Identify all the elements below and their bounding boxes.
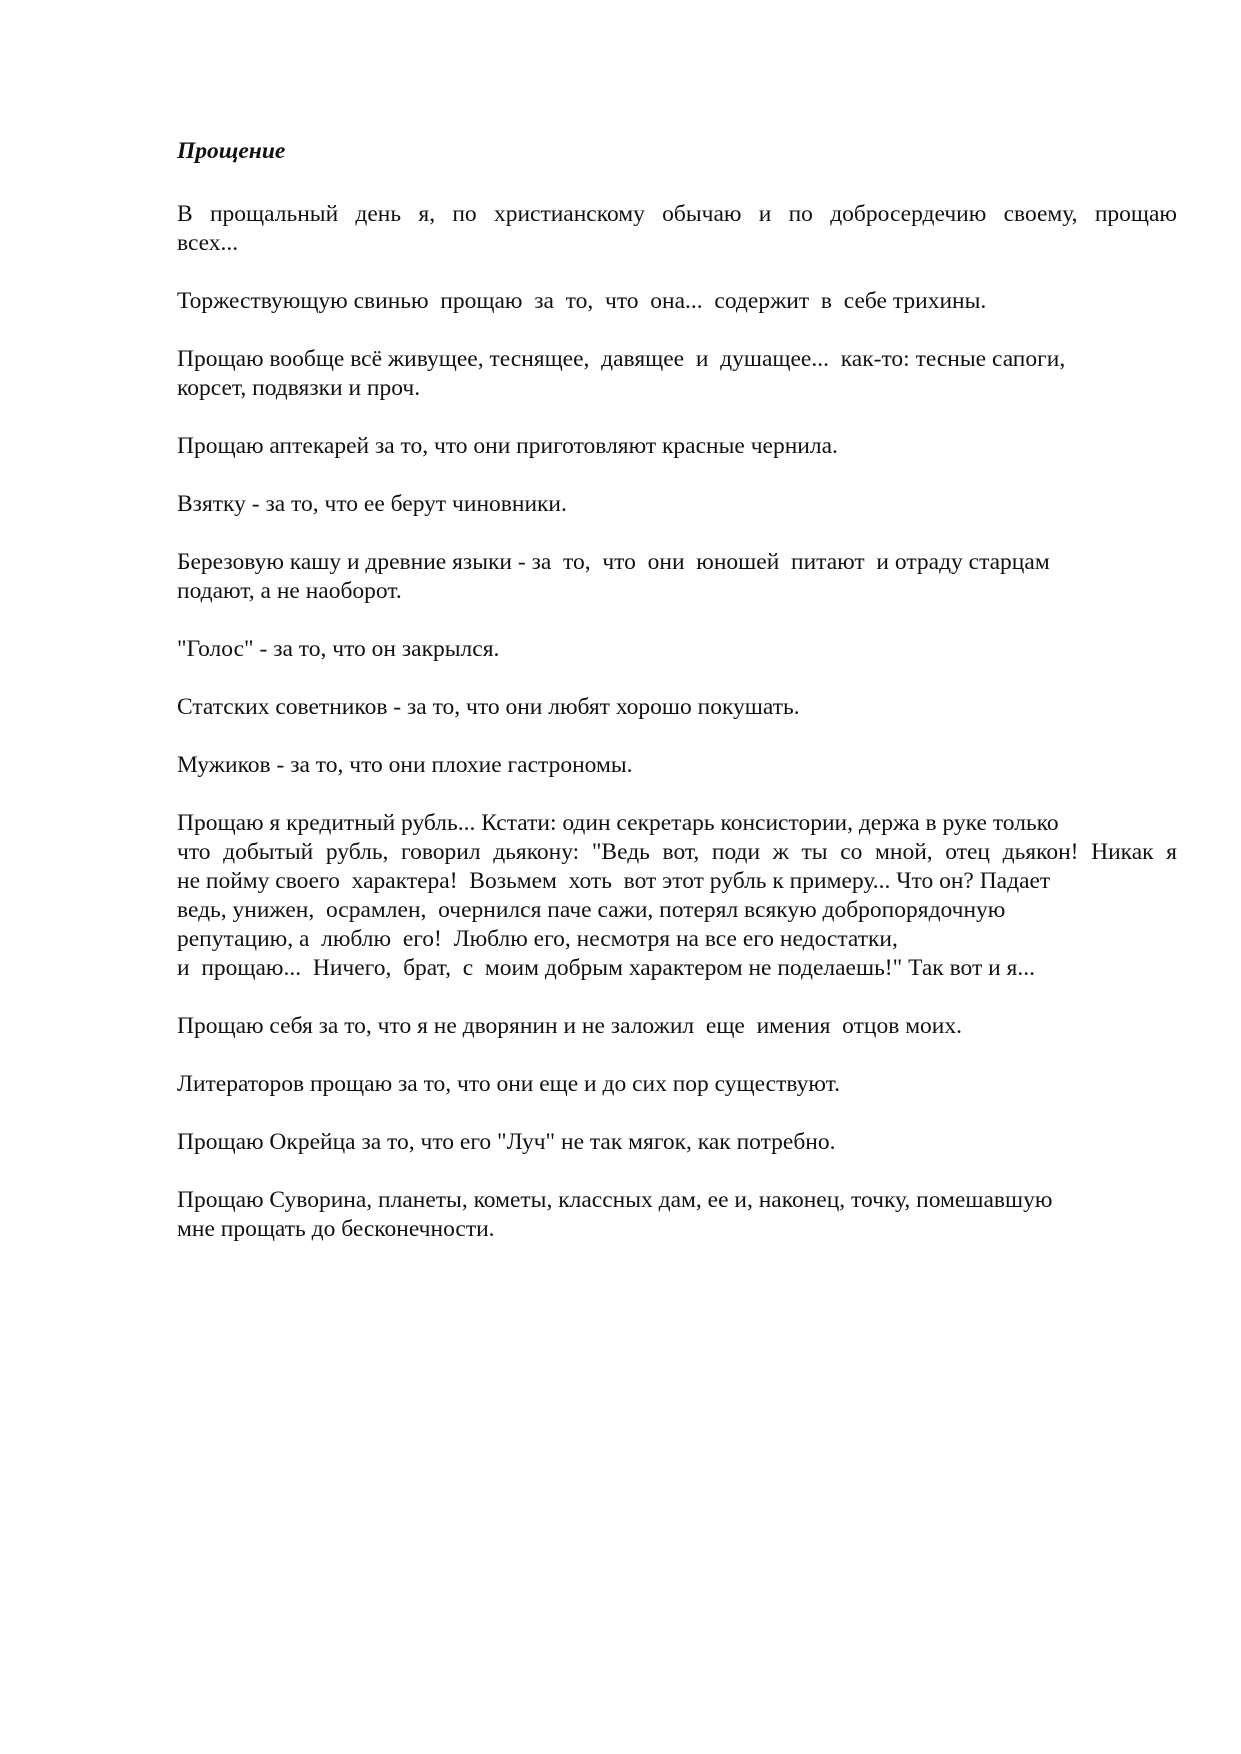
text-line: репутацию, а люблю его! Люблю его, несмотря на все его недостатки, xyxy=(177,926,898,952)
paragraph xyxy=(177,635,1177,664)
paragraph xyxy=(177,751,1177,780)
paragraph xyxy=(177,548,1177,606)
paragraph xyxy=(177,693,1177,722)
paragraph xyxy=(177,1186,1177,1244)
text-line: корсет, подвязки и проч. xyxy=(177,375,421,401)
text-line: всех... xyxy=(177,230,239,256)
text-line: Прощаю вообще всё живущее, теснящее, давящее и душащее... как-то: тесные сапоги, xyxy=(177,346,1066,372)
document-body xyxy=(177,200,1177,1244)
text-line: Прощаю я кредитный рубль... Кстати: один секретарь консистории, держа в руке только xyxy=(177,810,1059,836)
text-line: ведь, унижен, осрамлен, очернился паче сажи, потерял всякую добропорядочную xyxy=(177,897,1006,923)
paragraph xyxy=(177,1070,1177,1099)
paragraph xyxy=(177,809,1177,983)
paragraph xyxy=(177,1012,1177,1041)
text-line: Прощаю себя за то, что я не дворянин и не заложил еще имения отцов моих. xyxy=(177,1013,963,1039)
paragraph xyxy=(177,490,1177,519)
text-line: Прощаю Окрейца за то, что его "Луч" не так мягок, как потребно. xyxy=(177,1129,836,1155)
text-line: Прощаю Суворина, планеты, кометы, классных дам, ее и, наконец, точку, помешавшую xyxy=(177,1187,1053,1213)
document-title: Прощение xyxy=(177,138,286,164)
text-line: "Голос" - за то, что он закрылся. xyxy=(177,636,500,662)
text-line: что добытый рубль, говорил дьякону: "Ведь вот, поди ж ты со мной, отец дьякон! Никак я xyxy=(177,839,1177,865)
text-line: Литераторов прощаю за то, что они еще и до сих пор существуют. xyxy=(177,1071,841,1097)
paragraph xyxy=(177,200,1177,258)
document-page xyxy=(177,137,1177,1273)
text-line: не пойму своего характера! Возьмем хоть вот этот рубль к примеру... Что он? Падает xyxy=(177,868,1051,894)
paragraph xyxy=(177,1128,1177,1157)
paragraph xyxy=(177,345,1177,403)
text-line: подают, а не наоборот. xyxy=(177,578,402,604)
text-line: Торжествующую свинью прощаю за то, что она... содержит в себе трихины. xyxy=(177,288,987,314)
text-line: Статских советников - за то, что они любят хорошо покушать. xyxy=(177,694,800,720)
text-line: Березовую кашу и древние языки - за то, что они юношей питают и отраду старцам xyxy=(177,549,1050,575)
paragraph xyxy=(177,432,1177,461)
paragraph xyxy=(177,287,1177,316)
text-line: мне прощать до бесконечности. xyxy=(177,1216,495,1242)
text-line: Мужиков - за то, что они плохие гастрономы. xyxy=(177,752,633,778)
text-line: Прощаю аптекарей за то, что они приготовляют красные чернила. xyxy=(177,433,838,459)
text-line: Взятку - за то, что ее берут чиновники. xyxy=(177,491,567,517)
text-line: В прощальный день я, по христианскому обычаю и по добросердечию своему, прощаю xyxy=(177,201,1177,227)
text-line: и прощаю... Ничего, брат, с моим добрым характером не поделаешь!" Так вот и я... xyxy=(177,955,1035,981)
